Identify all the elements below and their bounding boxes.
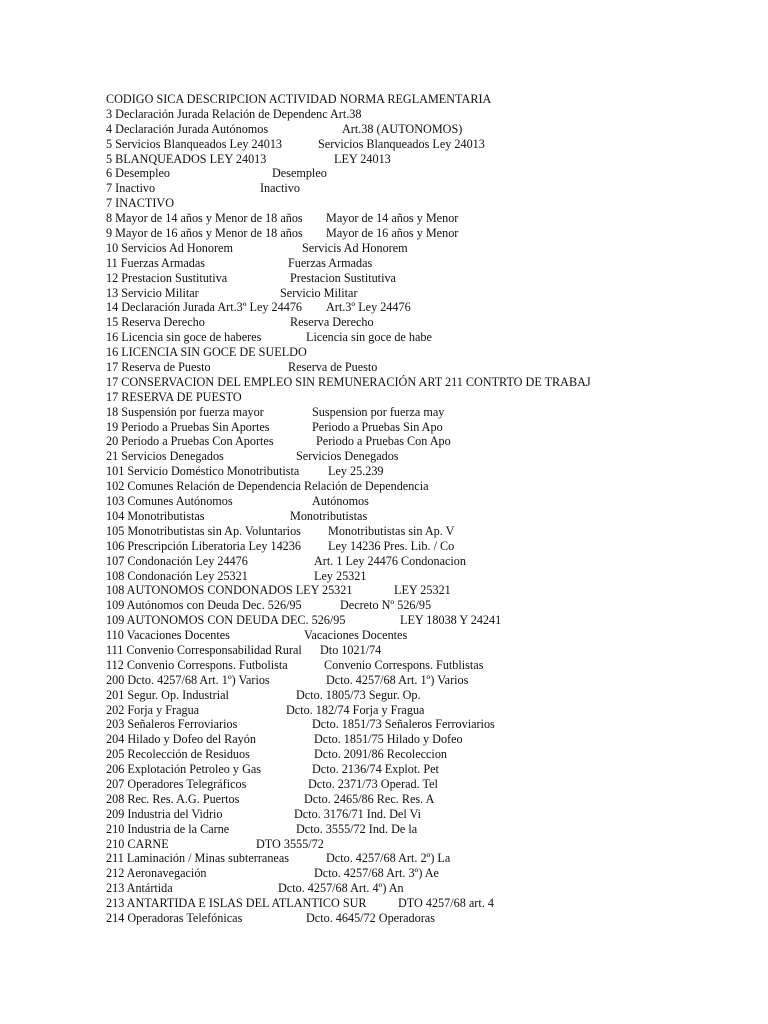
- list-item: [106, 420, 756, 435]
- row-description: 102 Comunes Relación de Dependencia Relación de Dependencia: [106, 479, 429, 494]
- row-norm: Monotributistas sin Ap. V: [328, 523, 455, 538]
- row-norm: Art. 1 Ley 24476 Condonacion: [314, 553, 466, 568]
- list-item: [106, 286, 756, 301]
- list-item: [106, 345, 756, 360]
- row-description: 201 Segur. Op. Industrial: [106, 687, 229, 702]
- list-item: [106, 256, 756, 271]
- row-description: 205 Recolección de Residuos: [106, 747, 250, 762]
- list-item: [106, 434, 756, 449]
- row-description: 14 Declaración Jurada Art.3º Ley 24476: [106, 300, 303, 315]
- row-description: 101 Servicio Doméstico Monotributista: [106, 464, 300, 479]
- row-description: 210 Industria de la Carne: [106, 821, 230, 836]
- row-description: 17 Reserva de Puesto: [106, 360, 211, 375]
- row-description: 3 Declaración Jurada Relación de Dependenc Art.38: [106, 106, 362, 121]
- row-norm: Dcto. 2136/74 Explot. Pet: [312, 762, 439, 777]
- list-item: [106, 554, 756, 569]
- document-body: [106, 92, 756, 926]
- row-norm: Desempleo: [272, 166, 327, 181]
- list-item: [106, 807, 756, 822]
- row-norm: Decreto Nº 526/95: [340, 598, 432, 613]
- list-item: [106, 569, 756, 584]
- row-norm: Servicios Denegados: [296, 449, 399, 464]
- row-description: 103 Comunes Autónomos: [106, 494, 233, 509]
- row-description: 11 Fuerzas Armadas: [106, 255, 206, 270]
- row-description: 110 Vacaciones Docentes: [106, 628, 230, 643]
- row-description: 202 Forja y Fragua: [106, 702, 200, 717]
- row-norm: Dcto. 4257/68 Art. 1º) Varios: [326, 672, 469, 687]
- list-item: [106, 405, 756, 420]
- row-description: 108 AUTONOMOS CONDONADOS LEY 25321: [106, 583, 353, 598]
- row-description: 12 Prestacion Sustitutiva: [106, 270, 228, 285]
- row-description: 17 CONSERVACION DEL EMPLEO SIN REMUNERACIÓN ART 211 CONTRTO DE TRABAJ: [106, 374, 591, 389]
- row-norm: LEY 24013: [334, 151, 391, 166]
- list-item: [106, 881, 756, 896]
- row-norm: Dcto. 4257/68 Art. 2º) La: [326, 851, 451, 866]
- row-description: 208 Rec. Res. A.G. Puertos: [106, 791, 240, 806]
- list-item: [106, 464, 756, 479]
- row-norm: Mayor de 16 años y Menor: [326, 226, 459, 241]
- list-item: [106, 449, 756, 464]
- row-description: 210 CARNE: [106, 836, 169, 851]
- row-norm: Servicios Blanqueados Ley 24013: [318, 136, 485, 151]
- row-norm: Dcto. 3555/72 Ind. De la: [296, 821, 418, 836]
- row-norm: Monotributistas: [290, 508, 368, 523]
- list-item: [106, 166, 756, 181]
- row-description: 18 Suspensión por fuerza mayor: [106, 404, 264, 419]
- row-norm: Dcto. 182/74 Forja y Fragua: [286, 702, 425, 717]
- list-item: [106, 181, 756, 196]
- row-description: 105 Monotributistas sin Ap. Voluntarios: [106, 523, 301, 538]
- list-item: [106, 688, 756, 703]
- row-norm: Dcto. 1851/75 Hilado y Dofeo: [314, 732, 463, 747]
- list-item: [106, 703, 756, 718]
- row-description: 204 Hilado y Dofeo del Rayón: [106, 732, 256, 747]
- list-item: [106, 598, 756, 613]
- list-item: [106, 762, 756, 777]
- row-norm: Dcto. 1805/73 Segur. Op.: [296, 687, 421, 702]
- row-norm: Ley 25.239: [328, 464, 384, 479]
- row-norm: Suspension por fuerza may: [312, 404, 445, 419]
- row-description: 203 Señaleros Ferroviarios: [106, 717, 238, 732]
- row-norm: DTO 4257/68 art. 4: [398, 896, 494, 911]
- row-description: 7 INACTIVO: [106, 196, 175, 211]
- list-item: [106, 732, 756, 747]
- list-item: [106, 643, 756, 658]
- row-description: 200 Dcto. 4257/68 Art. 1º) Varios: [106, 672, 270, 687]
- code-list: [106, 107, 756, 926]
- row-norm: Dto 1021/74: [320, 642, 382, 657]
- list-item: [106, 479, 756, 494]
- row-norm: Autónomos: [312, 494, 369, 509]
- row-description: 111 Convenio Corresponsabilidad Rural: [106, 642, 302, 657]
- list-item: [106, 777, 756, 792]
- list-item: [106, 300, 756, 315]
- row-norm: DTO 3555/72: [256, 836, 324, 851]
- list-item: [106, 837, 756, 852]
- row-description: 207 Operadores Telegráficos: [106, 776, 247, 791]
- header-text: CODIGO SICA DESCRIPCION ACTIVIDAD NORMA REGLAMENTARIA: [106, 92, 492, 106]
- list-item: [106, 122, 756, 137]
- row-norm: Convenio Correspons. Futblistas: [324, 657, 484, 672]
- list-item: [106, 911, 756, 926]
- list-item: [106, 509, 756, 524]
- row-norm: Art.38 (AUTONOMOS): [342, 121, 463, 136]
- row-norm: Fuerzas Armadas: [288, 255, 373, 270]
- list-item: [106, 241, 756, 256]
- row-description: 109 AUTONOMOS CON DEUDA DEC. 526/95: [106, 613, 346, 628]
- list-item: [106, 226, 756, 241]
- list-item: [106, 137, 756, 152]
- list-item: [106, 658, 756, 673]
- row-description: 7 Inactivo: [106, 181, 156, 196]
- list-item: [106, 315, 756, 330]
- row-norm: Dcto. 2465/86 Rec. Res. A: [304, 791, 435, 806]
- list-item: [106, 583, 756, 598]
- row-norm: Vacaciones Docentes: [304, 628, 408, 643]
- row-norm: Dcto. 2091/86 Recoleccion: [314, 747, 448, 762]
- row-description: 213 Antártida: [106, 881, 173, 896]
- row-norm: Reserva Derecho: [290, 315, 374, 330]
- document-header: [106, 92, 756, 107]
- list-item: [106, 330, 756, 345]
- list-item: [106, 747, 756, 762]
- row-norm: Art.3º Ley 24476: [326, 300, 411, 315]
- row-norm: Ley 14236 Pres. Lib. / Co: [328, 538, 455, 553]
- list-item: [106, 539, 756, 554]
- row-description: 109 Autónomos con Deuda Dec. 526/95: [106, 598, 302, 613]
- row-description: 107 Condonación Ley 24476: [106, 553, 248, 568]
- row-description: 16 LICENCIA SIN GOCE DE SUELDO: [106, 345, 307, 360]
- row-norm: Mayor de 14 años y Menor: [326, 211, 459, 226]
- row-description: 212 Aeronavegación: [106, 866, 207, 881]
- list-item: [106, 613, 756, 628]
- row-description: 10 Servicios Ad Honorem: [106, 240, 233, 255]
- row-norm: Dcto. 4257/68 Art. 3º) Ae: [314, 866, 439, 881]
- row-description: 108 Condonación Ley 25321: [106, 568, 248, 583]
- row-norm: Inactivo: [260, 181, 300, 196]
- row-description: 8 Mayor de 14 años y Menor de 18 años: [106, 211, 303, 226]
- row-description: 206 Explotación Petroleo y Gas: [106, 762, 262, 777]
- list-item: [106, 822, 756, 837]
- list-item: [106, 866, 756, 881]
- list-item: [106, 524, 756, 539]
- row-norm: Servicis Ad Honorem: [302, 240, 408, 255]
- row-description: 5 Servicios Blanqueados Ley 24013: [106, 136, 283, 151]
- row-norm: Dcto. 4645/72 Operadoras: [306, 910, 435, 925]
- list-item: [106, 271, 756, 286]
- row-description: 213 ANTARTIDA E ISLAS DEL ATLANTICO SUR: [106, 896, 367, 911]
- row-norm: Dcto. 2371/73 Operad. Tel: [308, 776, 438, 791]
- list-item: [106, 896, 756, 911]
- row-description: 20 Periodo a Pruebas Con Aportes: [106, 434, 274, 449]
- row-norm: Ley 25321: [314, 568, 367, 583]
- row-norm: Dcto. 4257/68 Art. 4º) An: [278, 881, 404, 896]
- row-norm: Prestacion Sustitutiva: [290, 270, 396, 285]
- row-description: 104 Monotributistas: [106, 508, 205, 523]
- list-item: [106, 494, 756, 509]
- list-item: [106, 360, 756, 375]
- list-item: [106, 152, 756, 167]
- row-norm: Periodo a Pruebas Con Apo: [316, 434, 451, 449]
- row-description: 211 Laminación / Minas subterraneas: [106, 851, 289, 866]
- list-item: [106, 628, 756, 643]
- row-description: 112 Convenio Correspons. Futbolista: [106, 657, 288, 672]
- list-item: [106, 673, 756, 688]
- row-description: 13 Servicio Militar: [106, 285, 199, 300]
- row-norm: Licencia sin goce de habe: [306, 330, 432, 345]
- row-description: 4 Declaración Jurada Autónomos: [106, 121, 269, 136]
- row-norm: Dcto. 3176/71 Ind. Del Vi: [294, 806, 421, 821]
- row-description: 9 Mayor de 16 años y Menor de 18 años: [106, 226, 303, 241]
- row-description: 6 Desempleo: [106, 166, 170, 181]
- row-description: 17 RESERVA DE PUESTO: [106, 389, 242, 404]
- row-norm: LEY 25321: [394, 583, 451, 598]
- row-norm: LEY 18038 Y 24241: [400, 613, 502, 628]
- row-norm: Servicio Militar: [280, 285, 358, 300]
- row-norm: Reserva de Puesto: [288, 360, 378, 375]
- list-item: [106, 717, 756, 732]
- list-item: [106, 390, 756, 405]
- row-description: 19 Periodo a Pruebas Sin Aportes: [106, 419, 270, 434]
- row-description: 21 Servicios Denegados: [106, 449, 224, 464]
- list-item: [106, 851, 756, 866]
- list-item: [106, 107, 756, 122]
- list-item: [106, 211, 756, 226]
- row-description: 16 Licencia sin goce de haberes: [106, 330, 262, 345]
- row-description: 15 Reserva Derecho: [106, 315, 205, 330]
- row-description: 106 Prescripción Liberatoria Ley 14236: [106, 538, 301, 553]
- row-norm: Periodo a Pruebas Sin Apo: [312, 419, 443, 434]
- list-item: [106, 375, 756, 390]
- row-norm: Dcto. 1851/73 Señaleros Ferroviarios: [312, 717, 495, 732]
- row-description: 214 Operadoras Telefónicas: [106, 910, 243, 925]
- row-description: 209 Industria del Vidrio: [106, 806, 223, 821]
- list-item: [106, 196, 756, 211]
- list-item: [106, 792, 756, 807]
- row-description: 5 BLANQUEADOS LEY 24013: [106, 151, 267, 166]
